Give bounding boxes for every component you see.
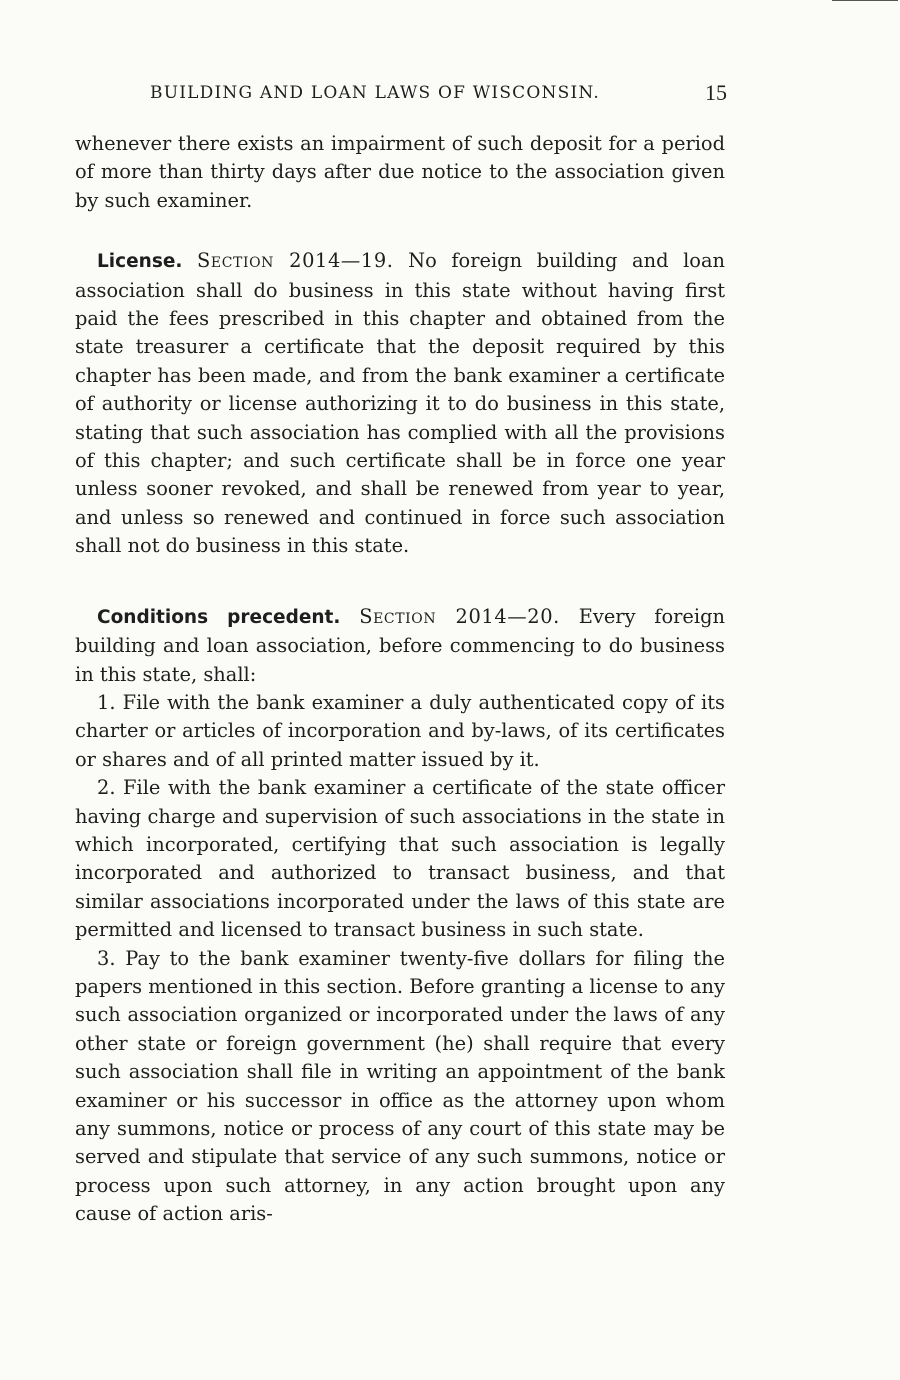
running-head: BUILDING AND LOAN LAWS OF WISCONSIN. — [150, 83, 600, 103]
conditions-section: Section 2014—20. — [359, 604, 560, 628]
license-heading: License. — [97, 251, 183, 273]
conditions-paragraph — [75, 603, 725, 689]
body-text — [75, 130, 725, 1229]
conditions-text: Every foreign building and loan association, before commencing to do business in this state, shall: — [75, 604, 725, 686]
conditions-item-2: 2. File with the bank examiner a certificate of the state officer having charge and supervision of such associations in the state in which incorporated, certifying that such association is legally incorporated and authorized to transact business, and that similar associations incorporated under the laws of this state are permitted and licensed to transact business in such state. — [75, 776, 725, 942]
scan-mark — [832, 0, 898, 1]
conditions-item-1: 1. File with the bank examiner a duly authenticated copy of its charter or articles of incorporation and by-laws, of its certificates or shares and of all printed matter issued by it. — [75, 690, 725, 771]
license-paragraph — [75, 247, 725, 560]
license-section: Section 2014—19. — [196, 249, 394, 273]
page-header — [75, 80, 727, 110]
license-text: No foreign building and loan association shall do business in this state without having first paid the fees prescribed in this chapter and obtained from the state treasurer a certificate that the deposit required by this chapter has been made, and from the bank examiner a certificate of authority or license authorizing it to do business in this state, stating that such association has complied with all the provisions of this chapter; and such certificate shall be in force one year unless sooner revoked, and shall be renewed from year to year, and unless so renewed and continued in force such association shall not do business in this state. — [75, 249, 725, 558]
page-number: 15 — [705, 80, 727, 105]
conditions-item-3: 3. Pay to the bank examiner twenty-five dollars for filing the papers mentioned in this section. Before granting a license to any such association organized or incorporated under the laws of any other state or foreign government (he) shall require that every such association shall file in writing an appointment of the bank examiner or his successor in office as the attorney upon whom any summons, notice or process of any court of this state may be served and stipulate that service of any such summons, notice or process upon such attorney, in any action brought upon any cause of action aris- — [75, 946, 725, 1226]
continuation-paragraph: whenever there exists an impairment of such deposit for a period of more than thirty days after due notice to the association given by such examiner. — [75, 132, 725, 212]
conditions-heading: Conditions precedent. — [97, 606, 341, 628]
